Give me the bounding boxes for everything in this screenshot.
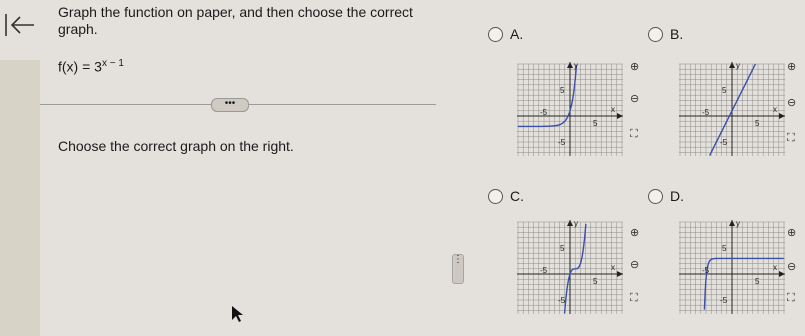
x-tick-label: -5 bbox=[540, 108, 548, 117]
instruction-text: Choose the correct graph on the right. bbox=[58, 138, 294, 154]
y-tick-label: -5 bbox=[558, 138, 566, 147]
x-axis-label: x bbox=[611, 263, 615, 272]
back-arrow-icon[interactable] bbox=[4, 12, 36, 38]
graph-svg bbox=[515, 218, 625, 322]
zoom-in-icon[interactable]: ⊕ bbox=[630, 227, 640, 239]
zoom-in-icon[interactable]: ⊕ bbox=[787, 61, 797, 73]
mouse-pointer-icon bbox=[231, 305, 245, 323]
y-axis-arrow bbox=[567, 220, 573, 226]
y-axis-arrow bbox=[567, 62, 573, 68]
graph-option-d bbox=[677, 218, 787, 327]
x-tick-label: 5 bbox=[755, 119, 760, 128]
function-curve bbox=[518, 65, 577, 127]
option-a-label: A. bbox=[510, 26, 524, 42]
zoom-out-icon[interactable]: ⊖ bbox=[787, 97, 797, 109]
y-axis-arrow bbox=[729, 220, 735, 226]
option-d-label: D. bbox=[670, 188, 684, 204]
y-tick-label: -5 bbox=[558, 296, 566, 305]
graph-option-c bbox=[515, 218, 625, 327]
y-axis-label: y bbox=[574, 61, 578, 70]
graph-svg bbox=[515, 60, 625, 164]
option-c-label: C. bbox=[510, 188, 524, 204]
x-tick-label: -5 bbox=[702, 108, 710, 117]
graph-svg bbox=[677, 218, 787, 322]
graph-svg bbox=[677, 60, 787, 164]
option-a[interactable] bbox=[488, 26, 523, 42]
radio-a[interactable] bbox=[488, 27, 503, 42]
y-tick-label: 5 bbox=[560, 86, 565, 95]
fullscreen-icon[interactable]: ⛶ bbox=[630, 292, 638, 304]
x-axis-label: x bbox=[773, 263, 777, 272]
zoom-in-icon[interactable]: ⊕ bbox=[630, 61, 640, 73]
graph-option-b bbox=[677, 60, 787, 169]
zoom-out-icon[interactable]: ⊖ bbox=[630, 93, 640, 105]
option-b[interactable] bbox=[648, 26, 683, 42]
y-axis-label: y bbox=[736, 219, 740, 228]
y-tick-label: -5 bbox=[720, 138, 728, 147]
zoom-in-icon[interactable]: ⊕ bbox=[787, 227, 797, 239]
x-tick-label: -5 bbox=[702, 266, 710, 275]
radio-d[interactable] bbox=[648, 189, 663, 204]
x-axis-label: x bbox=[773, 105, 777, 114]
x-tick-label: 5 bbox=[593, 119, 598, 128]
function-base: f(x) = 3 bbox=[58, 58, 102, 75]
function-definition bbox=[58, 58, 124, 75]
radio-c[interactable] bbox=[488, 189, 503, 204]
x-tick-label: 5 bbox=[593, 277, 598, 286]
y-axis-arrow bbox=[729, 62, 735, 68]
fullscreen-icon[interactable]: ⛶ bbox=[787, 292, 795, 304]
expand-more-button[interactable]: ••• bbox=[211, 98, 249, 112]
question-prompt: Graph the function on paper, and then choose the correct graph. bbox=[58, 4, 413, 37]
x-tick-label: 5 bbox=[755, 277, 760, 286]
y-axis-label: y bbox=[736, 61, 740, 70]
y-tick-label: 5 bbox=[560, 244, 565, 253]
zoom-out-icon[interactable]: ⊖ bbox=[630, 259, 640, 271]
x-axis-label: x bbox=[611, 105, 615, 114]
fullscreen-icon[interactable]: ⛶ bbox=[630, 128, 638, 140]
option-c[interactable] bbox=[488, 188, 524, 204]
left-panel-strip bbox=[0, 60, 40, 336]
option-d[interactable] bbox=[648, 188, 684, 204]
function-exponent: x − 1 bbox=[101, 58, 124, 69]
panel-resize-handle[interactable]: ⋮ bbox=[452, 254, 464, 284]
y-tick-label: 5 bbox=[722, 244, 727, 253]
x-tick-label: -5 bbox=[540, 266, 548, 275]
zoom-out-icon[interactable]: ⊖ bbox=[787, 261, 797, 273]
radio-b[interactable] bbox=[648, 27, 663, 42]
option-b-label: B. bbox=[670, 26, 684, 42]
fullscreen-icon[interactable]: ⛶ bbox=[787, 132, 795, 144]
y-axis-label: y bbox=[574, 219, 578, 228]
graph-option-a bbox=[515, 60, 625, 169]
y-tick-label: 5 bbox=[722, 86, 727, 95]
y-tick-label: -5 bbox=[720, 296, 728, 305]
